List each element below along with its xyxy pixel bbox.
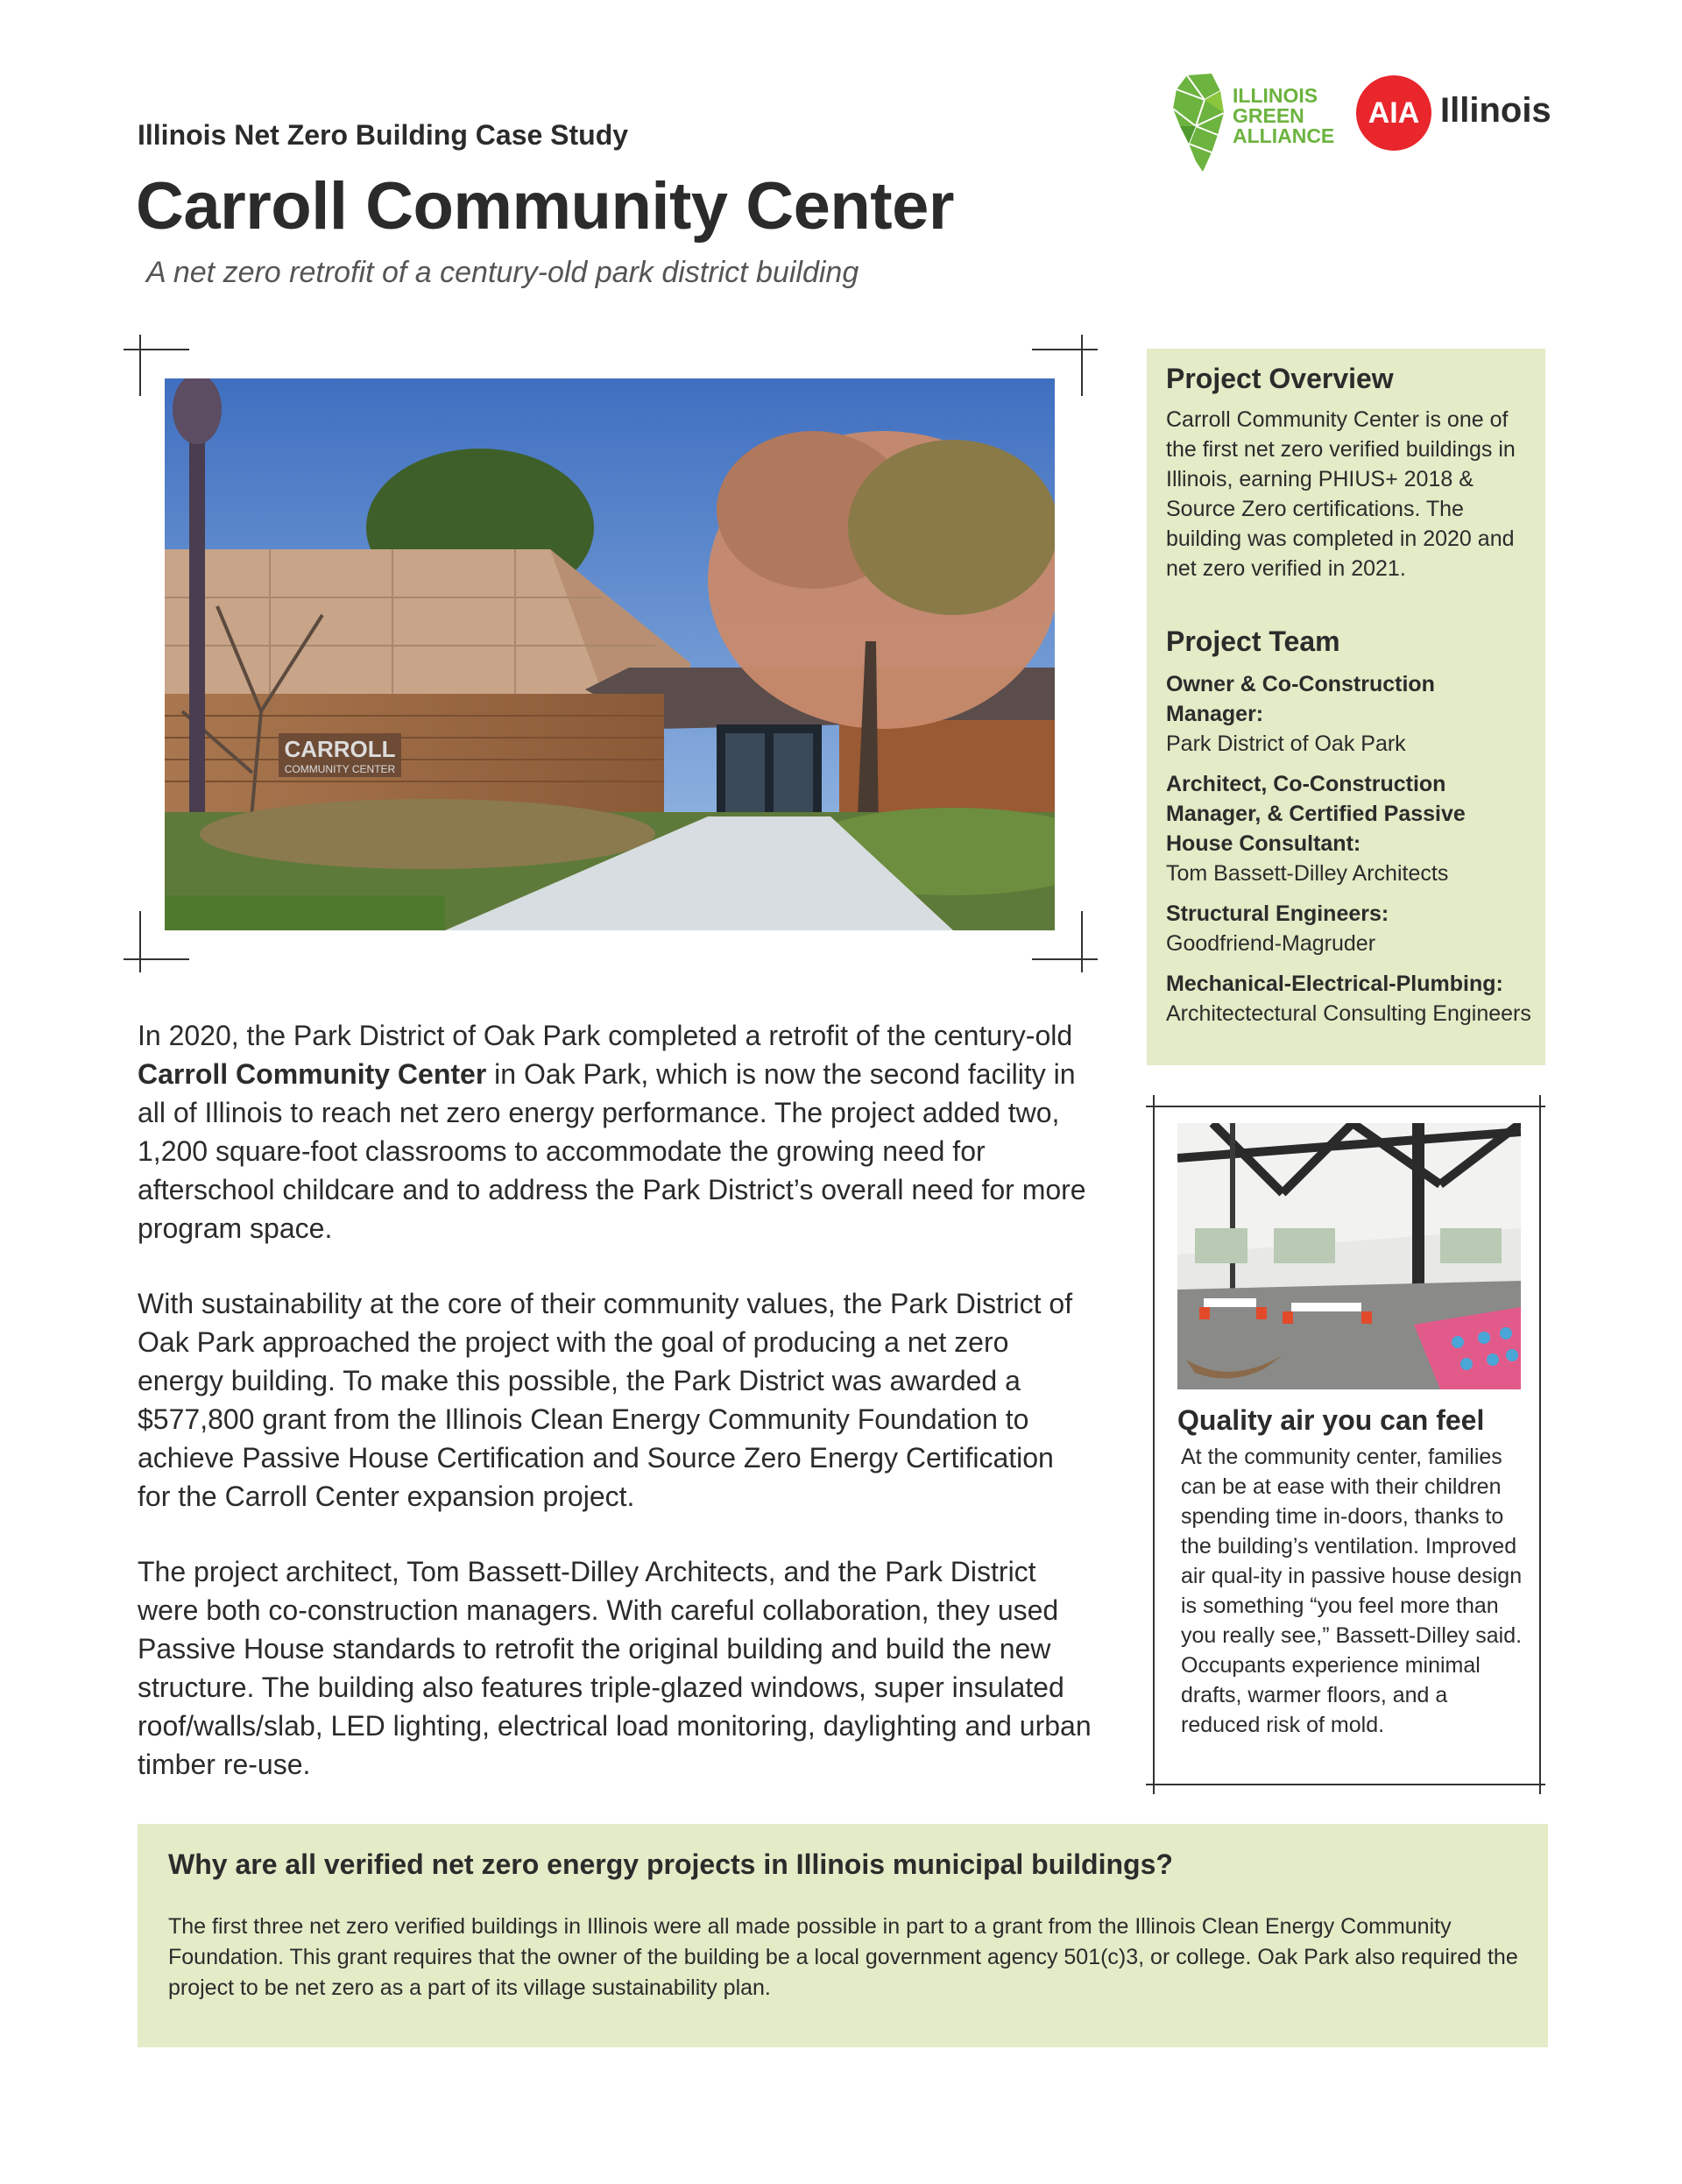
team-member-3 [1166,899,1534,958]
team-member-2 [1166,769,1534,888]
overview-heading: Project Overview [1166,363,1394,394]
intro-text-bold: Carroll Community Center [138,1058,487,1090]
overview-text: Carroll Community Center is one of the first net zero verified buildings in Illinois, earning PHIUS+ 2018 & Source Zero certifications. The building was completed in 2020 and net zero verified in 2021. [1166,407,1516,581]
team-name: Park District of Oak Park [1166,732,1406,756]
municipal-text: The first three net zero verified buildings in Illinois were all made possible in part to a grant from the Illinois Clean Energy Community Foundation. This grant requires that the owner of the building be a local government agency 501(c)3, or college. Oak Park also required the project to be net zero as a part of its village sustainability plan. [168,1914,1518,2000]
team-role: Structural Engineers: [1166,901,1389,926]
team-role: Architect, Co-Construction Manager, & Certified Passive House Consultant: [1166,772,1466,856]
aia-mark: AIA [1356,75,1431,151]
intro-paragraph [138,1016,1092,1247]
team-role: Mechanical-Electrical-Plumbing: [1166,972,1503,996]
architect-paragraph: The project architect, Tom Bassett-Dilley Architects, and the Park District were both co-construction managers. With careful collaboration, they used Passive House standards to retrofit the original building and build the new structure. The building also features triple-glazed windows, super insulated roof/walls/slab, LED lighting, electrical load monitoring, daylighting and urban timber re-use. [138,1556,1092,1780]
team-name: Architectectural Consulting Engineers [1166,1001,1531,1026]
project-overview-box [1147,349,1545,1065]
quality-air-heading: Quality air you can feel [1177,1404,1485,1436]
iga-line-2: GREEN [1233,104,1304,127]
aia-wordmark: Illinois [1440,91,1551,130]
illinois-green-alliance-logo [1170,74,1371,179]
sustainability-paragraph: With sustainability at the core of their community values, the Park District of Oak Park approached the project with the goal of producing a net zero energy building. To make this possible, the Park District was awarded a $577,800 grant from the Illinois Clean Energy Community Foundation to achieve Passive House Certification and Source Zero Energy Certification for the Carroll Center expansion project. [138,1288,1073,1512]
team-role: Owner & Co-Construction Manager: [1166,672,1435,726]
iga-line-1: ILLINOIS [1233,84,1318,107]
intro-text-b: in Oak Park, which is now the second facility in all of Illinois to reach net zero energy performance. The project added two, 1,200 square-foot classrooms to accommodate the growing need for afterschool childcare and to address the Park District’s overall need for more program space. [138,1058,1086,1244]
team-name: Tom Bassett-Dilley Architects [1166,861,1449,886]
building-sign-name: CARROLL [284,736,396,762]
aia-illinois-logo [1356,74,1566,152]
quality-air-text: At the community center, families can be at ease with their children spending time in-doors, thanks to the building’s ventilation. Improved air qual-ity in passive house design is something “you feel more than you really see,” Bassett-Dilley said. Occupants experience minimal drafts, warmer floors, and a reduced risk of mold. [1181,1445,1523,1737]
team-member-4 [1166,969,1534,1028]
classroom-interior-photo [1177,1123,1521,1389]
iga-line-3: ALLIANCE [1233,124,1335,147]
page-title: Carroll Community Center [136,169,954,244]
illinois-state-icon [1170,74,1231,174]
team-heading: Project Team [1166,626,1340,657]
building-sign-subtitle: COMMUNITY CENTER [284,763,396,775]
team-member-1 [1166,669,1534,759]
intro-text-a: In 2020, the Park District of Oak Park completed a retrofit of the century-old [138,1020,1073,1051]
hero-building-photo [165,378,1055,930]
case-study-eyebrow: Illinois Net Zero Building Case Study [138,119,629,151]
municipal-heading: Why are all verified net zero energy projects in Illinois municipal buildings? [168,1848,1173,1880]
page-subtitle: A net zero retrofit of a century-old park district building [146,256,859,289]
municipal-buildings-box [138,1824,1548,2047]
team-name: Goodfriend-Magruder [1166,931,1376,956]
